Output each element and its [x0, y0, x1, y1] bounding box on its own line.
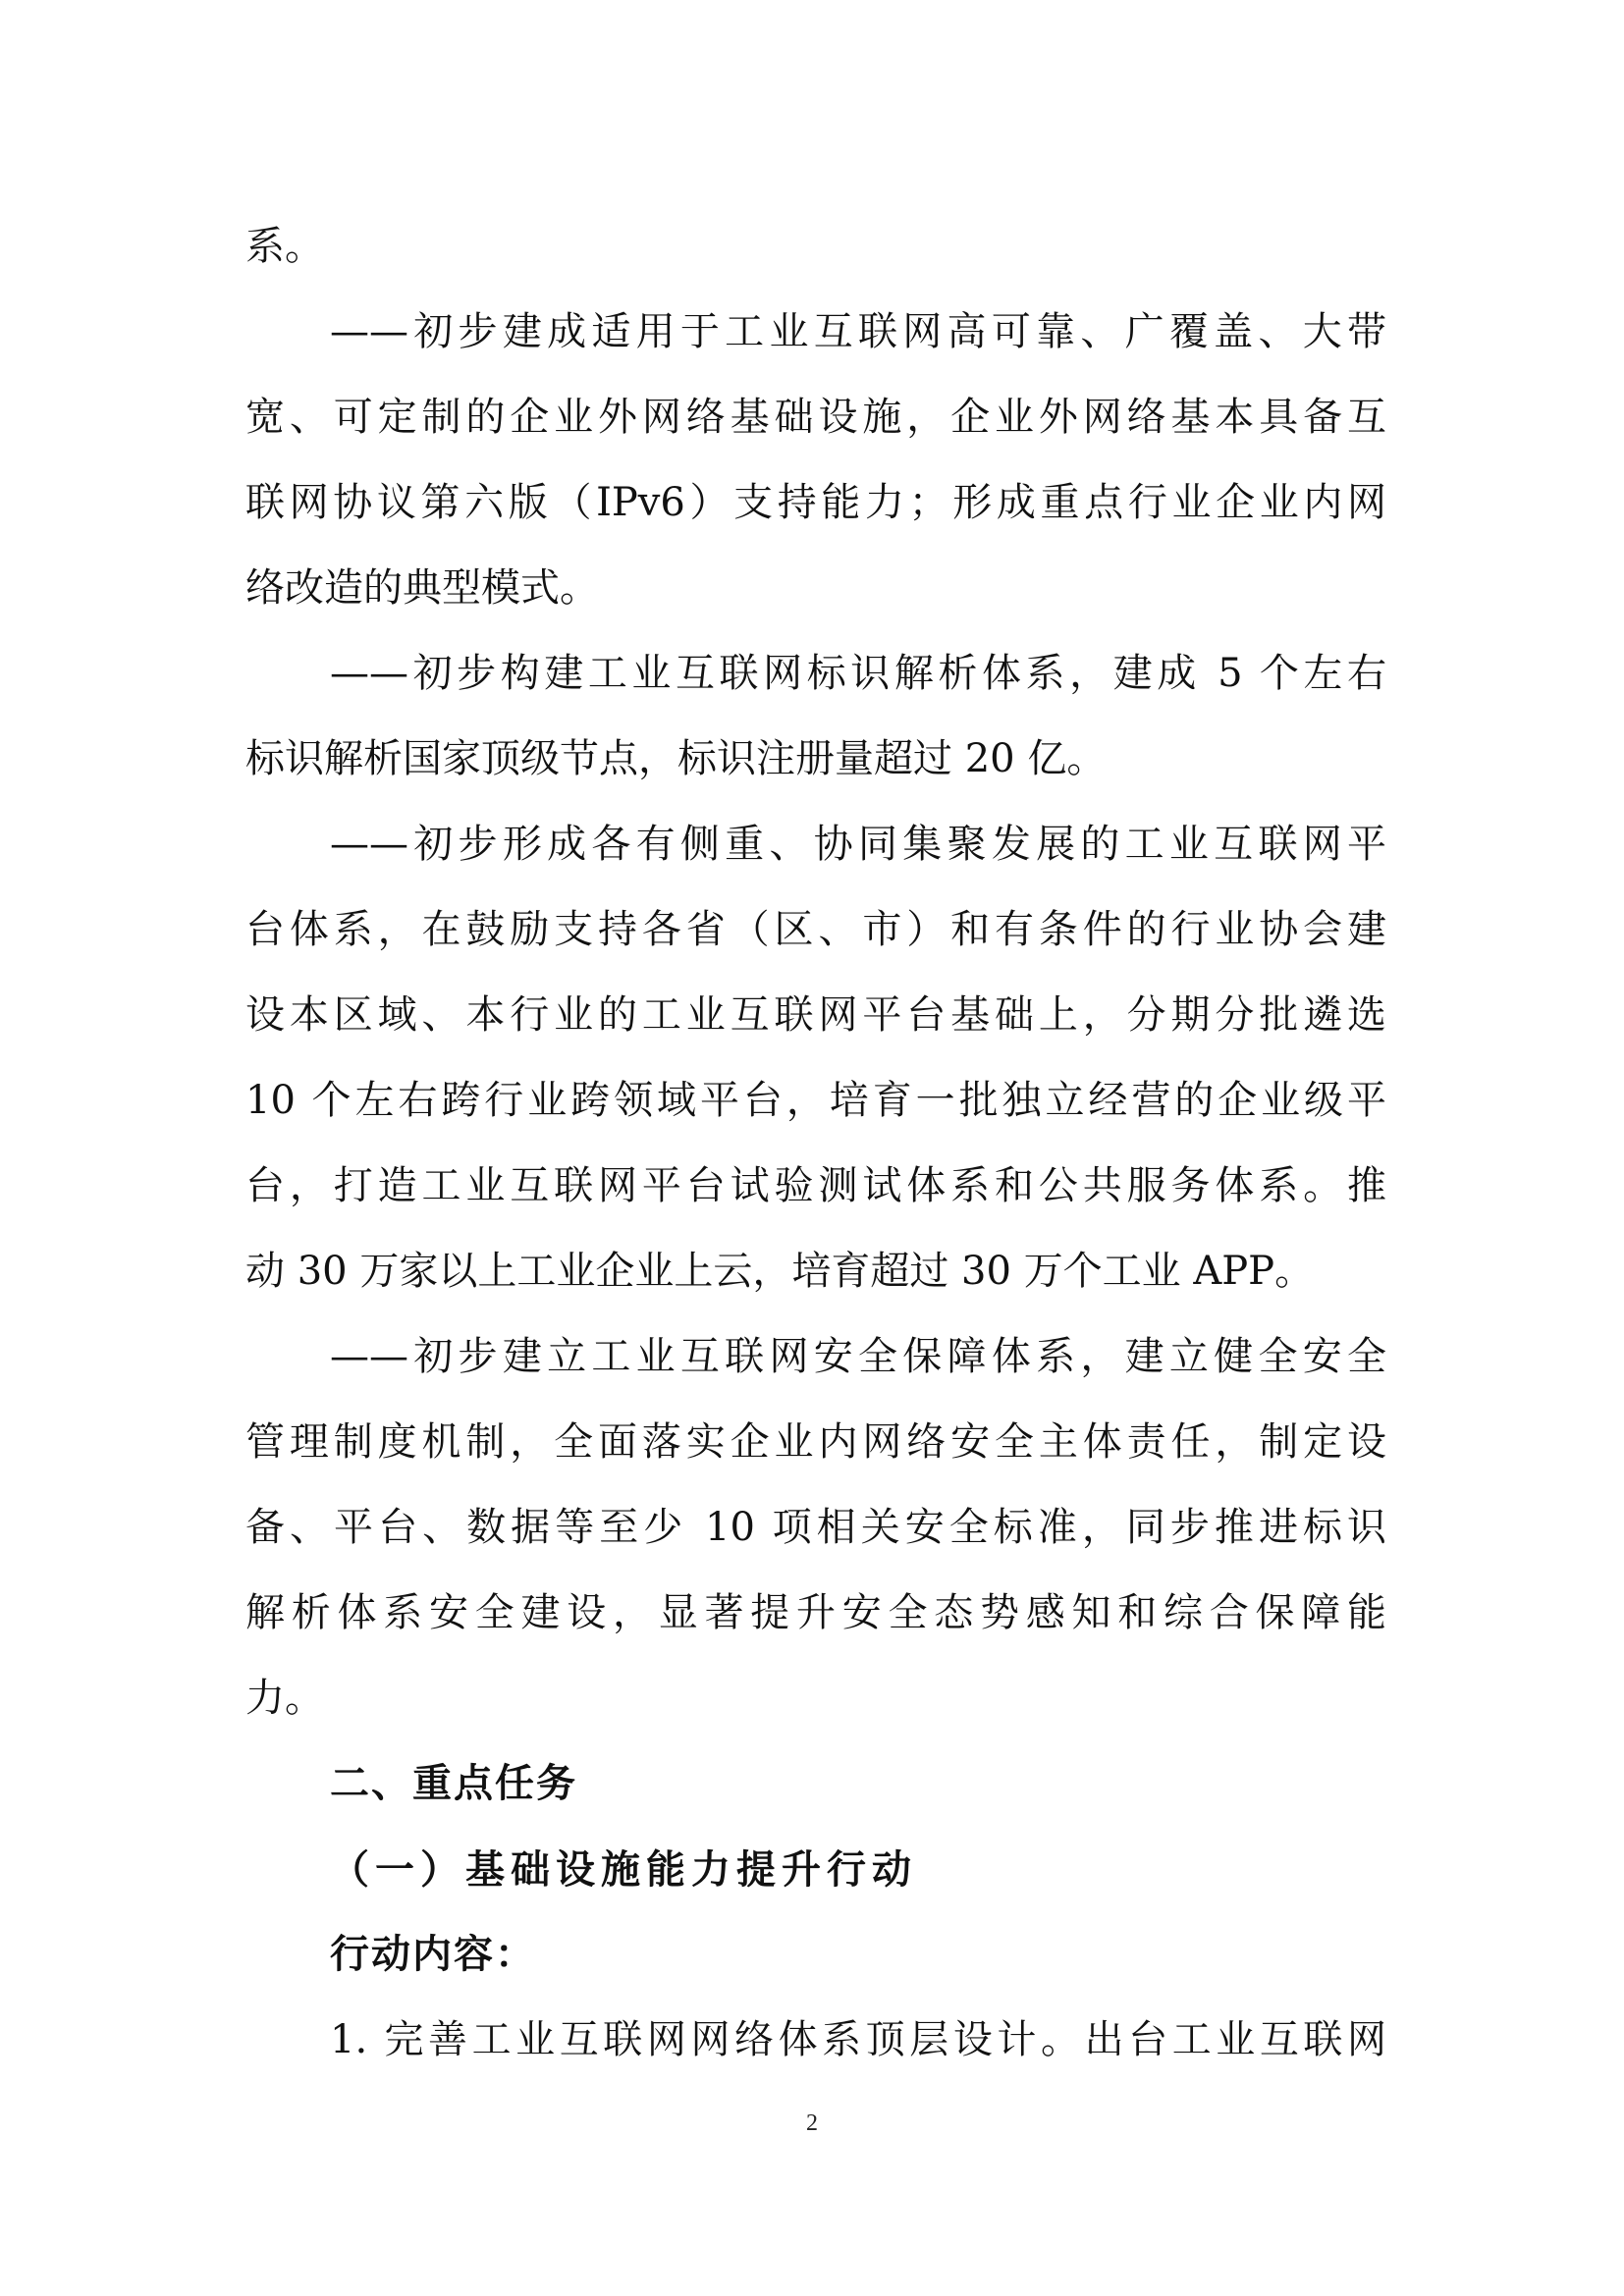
- paragraph-line: 宽、可定制的企业外网络基础设施，企业外网络基本具备互: [245, 395, 1386, 440]
- subsection-heading: （一）基础设施能力提升行动: [330, 1846, 917, 1893]
- action-content-label: 行动内容：: [330, 1932, 536, 1977]
- section-heading: 二、重点任务: [330, 1761, 577, 1806]
- paragraph-line: 力。: [245, 1676, 324, 1721]
- paragraph-line: ——初步建成适用于工业互联网高可靠、广覆盖、大带: [330, 309, 1386, 354]
- paragraph-line: 标识解析国家顶级节点，标识注册量超过 20 亿。: [245, 736, 1107, 781]
- paragraph-line: 台，打造工业互联网平台试验测试体系和公共服务体系。推: [245, 1163, 1386, 1208]
- paragraph-line: 台体系，在鼓励支持各省（区、市）和有条件的行业协会建: [245, 907, 1386, 952]
- paragraph-line: 系。: [245, 224, 324, 269]
- paragraph-line: 10 个左右跨行业跨领域平台，培育一批独立经营的企业级平: [245, 1078, 1386, 1123]
- paragraph-line: 设本区域、本行业的工业互联网平台基础上，分期分批遴选: [245, 992, 1386, 1038]
- paragraph-line: ——初步建立工业互联网安全保障体系，建立健全安全: [330, 1334, 1386, 1379]
- paragraph-line: 解析体系安全建设，显著提升安全态势感知和综合保障能: [245, 1590, 1386, 1635]
- page-number: 2: [806, 2110, 818, 2136]
- paragraph-line: ——初步构建工业互联网标识解析体系，建成 5 个左右: [330, 651, 1386, 696]
- paragraph-line: 联网协议第六版（IPv6）支持能力；形成重点行业企业内网: [245, 480, 1386, 525]
- paragraph-line: 动 30 万家以上工业企业上云，培育超过 30 万个工业 APP。: [245, 1249, 1315, 1294]
- paragraph-line: 络改造的典型模式。: [245, 565, 599, 611]
- paragraph-line: ——初步形成各有侧重、协同集聚发展的工业互联网平: [330, 822, 1386, 867]
- paragraph-line: 备、平台、数据等至少 10 项相关安全标准，同步推进标识: [245, 1505, 1386, 1550]
- paragraph-line: 管理制度机制，全面落实企业内网络安全主体责任，制定设: [245, 1419, 1386, 1465]
- list-item-1: 1. 完善工业互联网网络体系顶层设计。出台工业互联网: [330, 2017, 1386, 2062]
- document-body: [245, 204, 1386, 2083]
